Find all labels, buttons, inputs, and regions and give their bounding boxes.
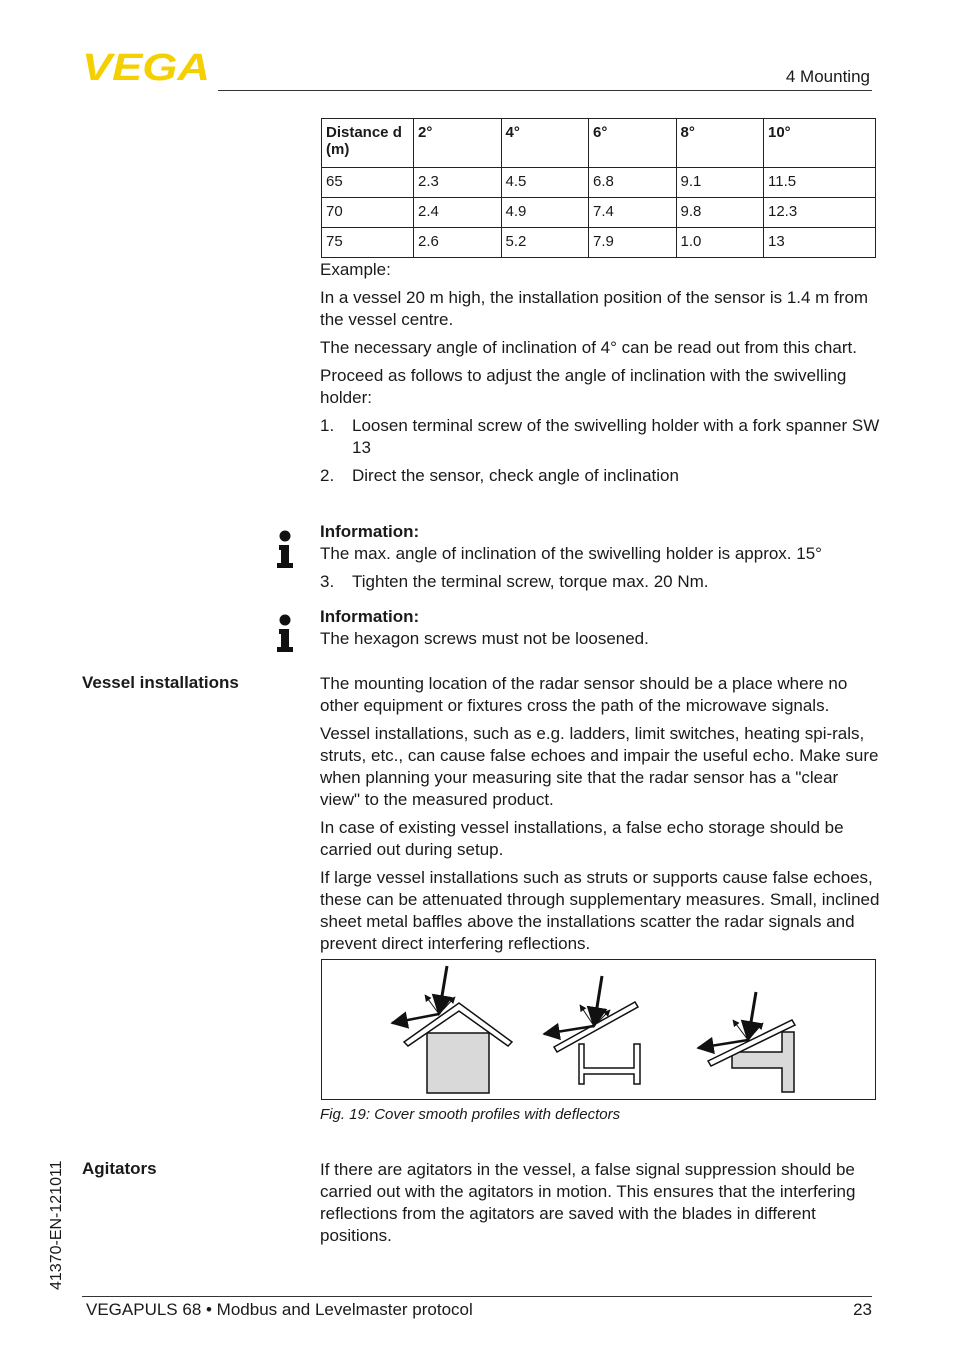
table-cell: 4.5 [501,168,589,198]
footer-product: VEGAPULS 68 • Modbus and Levelmaster protocol [86,1300,473,1319]
table-cell: 11.5 [764,168,876,198]
list-number: 1. [320,416,335,435]
info-text: The max. angle of inclination of the swivelling holder is approx. 15° [320,544,822,563]
table-cell: 2.6 [414,228,502,258]
table-cell: 7.4 [589,198,677,228]
table-row [322,228,876,258]
list-text: Loosen terminal screw of the swivelling holder with a fork spanner SW 13 [352,416,880,457]
example-label: Example: [320,260,391,279]
info-title: Information: [320,522,420,541]
table-header-cell: 10° [764,119,876,168]
vessel-installations-text [320,673,880,961]
figure-caption: Fig. 19: Cover smooth profiles with deflectors [320,1106,621,1123]
table-cell: 75 [322,228,414,258]
footer-rule [82,1296,872,1297]
table-header-cell: Distance d (m) [322,119,414,168]
example-paragraph: Proceed as follows to adjust the angle of inclination with the swivelling holder: [320,366,847,407]
paragraph: If there are agitators in the vessel, a false signal suppression should be carried out with the agitators in motion. This ensures that the interfering reflections from the agitators are saved with the blades in different positions. [320,1160,856,1245]
table-header-cell: 4° [501,119,589,168]
page-number: 23 [853,1300,872,1319]
deflector-figure [321,959,876,1100]
table-cell: 6.8 [589,168,677,198]
table-cell: 9.8 [676,198,764,228]
table-header-cell: 6° [589,119,677,168]
list-text: Tighten the terminal screw, torque max. 20 Nm. [352,572,709,591]
logo-text: VEGA [82,52,210,82]
table-header-row [322,119,876,168]
table-cell: 13 [764,228,876,258]
list-item [320,415,880,459]
info-title: Information: [320,607,420,626]
table-header-cell: 2° [414,119,502,168]
agitators-text [320,1159,880,1253]
paragraph: The mounting location of the radar sensor should be a place where no other equipment or fixtures cross the path of the microwave signals. [320,674,848,715]
profile-square [392,966,512,1093]
table-cell: 12.3 [764,198,876,228]
info-block [320,521,880,599]
paragraph: In case of existing vessel installations, a false echo storage should be carried out during setup. [320,818,844,859]
header-rule [218,90,872,91]
example-paragraph: In a vessel 20 m high, the installation position of the sensor is 1.4 m from the vessel centre. [320,288,869,329]
profile-t-beam [698,992,795,1092]
paragraph: Vessel installations, such as e.g. ladders, limit switches, heating spi-rals, struts, etc., can cause false echoes and impair the useful echo. Make sure when planning your measuring site that the radar sensor has a "clear view" to the measured product. [320,724,879,809]
vega-logo [82,52,212,82]
inclination-table [321,118,876,258]
profile-i-beam [544,976,640,1084]
list-item [320,465,880,487]
table-cell: 7.9 [589,228,677,258]
list-number: 2. [320,466,335,485]
vessel-installations-heading: Vessel installations [82,673,239,692]
info-block [320,606,880,656]
document-code: 41370-EN-121011 [48,1160,65,1290]
table-header-cell: 8° [676,119,764,168]
table-cell: 4.9 [501,198,589,228]
table-cell: 2.3 [414,168,502,198]
info-text: The hexagon screws must not be loosened. [320,629,649,648]
table-cell: 70 [322,198,414,228]
example-paragraph: The necessary angle of inclination of 4° can be read out from this chart. [320,338,857,357]
table-cell: 9.1 [676,168,764,198]
agitators-heading: Agitators [82,1159,157,1178]
list-number: 3. [320,572,335,591]
table-row [322,198,876,228]
table-cell: 65 [322,168,414,198]
info-icon [275,614,295,654]
example-block [320,259,880,493]
info-icon [275,530,295,570]
list-item [320,571,880,593]
section-title: 4 Mounting [785,67,870,86]
table-cell: 2.4 [414,198,502,228]
table-cell: 1.0 [676,228,764,258]
paragraph: If large vessel installations such as struts or supports cause false echoes, these can be attenuated through supplementary measures. Small, inclined sheet metal baffles above the installations scatter the radar signals and prevent direct interfering reflections. [320,868,880,953]
list-text: Direct the sensor, check angle of inclination [352,466,679,485]
table-cell: 5.2 [501,228,589,258]
table-row [322,168,876,198]
deflector-illustration [322,960,875,1099]
